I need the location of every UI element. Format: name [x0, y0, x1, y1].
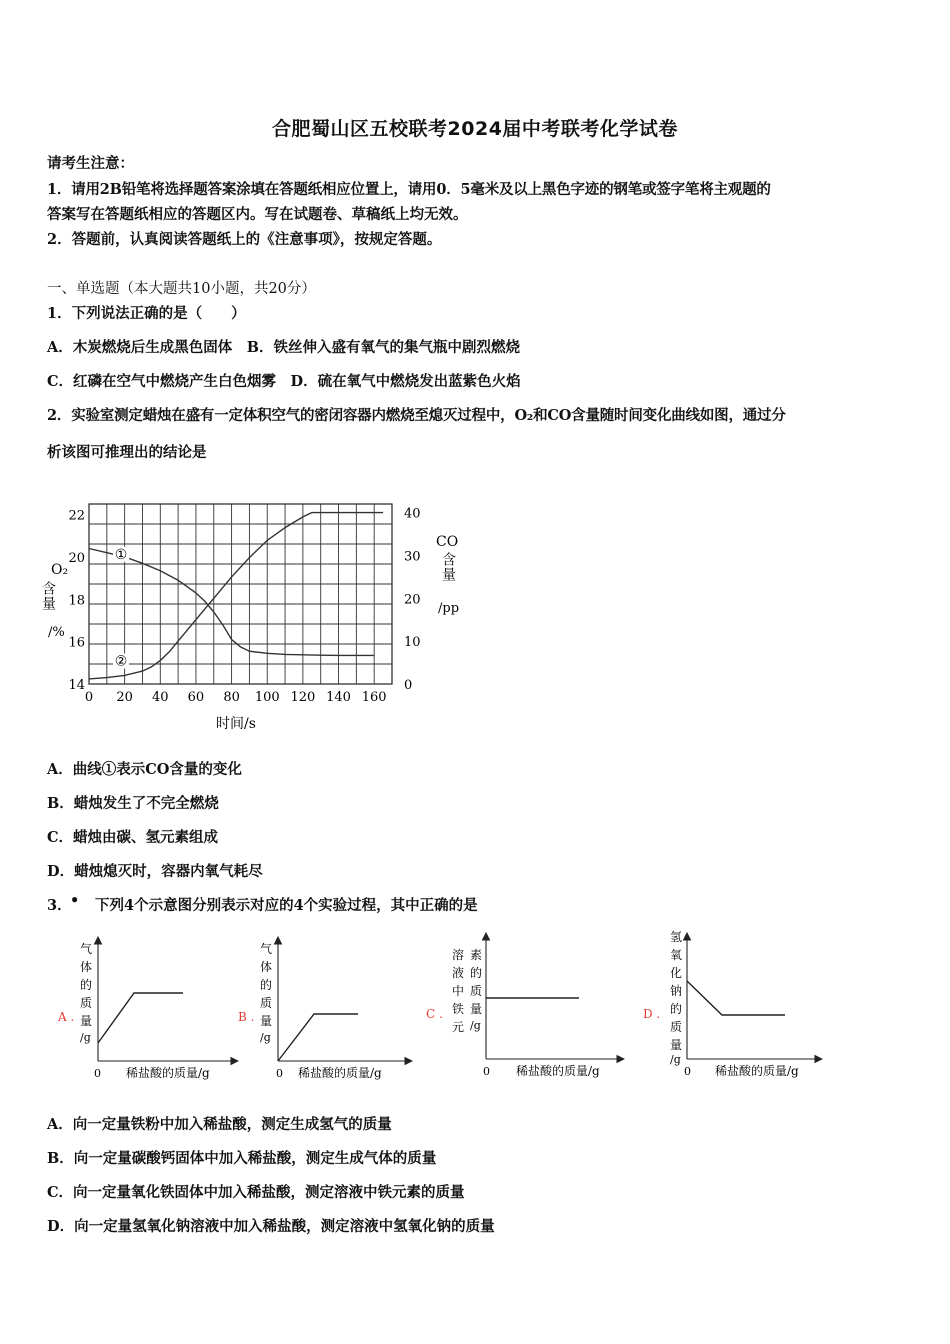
y-right-tick-label: 10: [404, 635, 421, 651]
q3-stem: 下列4个示意图分别表示对应的4个实验过程，其中正确的是: [95, 897, 478, 914]
graph-d-curve: [687, 981, 785, 1015]
graph-c-xlabel: 稀盐酸的质量/g: [516, 1064, 600, 1078]
x-tick-label: 60: [187, 690, 205, 705]
graph-d: [643, 930, 822, 1078]
svg-text:体: 体: [260, 960, 273, 974]
svg-text:的: 的: [80, 978, 93, 992]
notice-heading: 请考生注意：: [47, 155, 134, 172]
svg-text:/g: /g: [80, 1031, 91, 1044]
q3-number: 3．: [47, 897, 72, 914]
y-left-label-mid: 含量: [40, 581, 56, 611]
graph-b-ylabel: [260, 941, 272, 1044]
q3-option-b: B．向一定量碳酸钙固体中加入稀盐酸，测定生成气体的质量: [47, 1150, 437, 1167]
graph-b-zero: 0: [276, 1067, 283, 1080]
x-tick-label: 100: [254, 690, 280, 705]
plot-frame: [89, 504, 392, 684]
svg-text:溶: 溶: [452, 948, 465, 962]
graph-c-zero: 0: [483, 1065, 490, 1078]
q3-option-d: D．向一定量氢氧化钠溶液中加入稀盐酸，测定溶液中氢氧化钠的质量: [47, 1218, 495, 1235]
graph-d-letter: D .: [643, 1007, 661, 1021]
graph-d-ylabel: [670, 930, 682, 1066]
y-left-tick-label: 22: [68, 508, 85, 524]
svg-text:气: 气: [260, 942, 273, 956]
y-right-tick-label: 30: [404, 549, 421, 565]
graph-d-xlabel: 稀盐酸的质量/g: [715, 1064, 799, 1078]
x-tick-label: 80: [223, 690, 240, 705]
svg-text:质: 质: [80, 996, 93, 1010]
graph-c: [426, 933, 624, 1078]
graph-a-ylabel: [80, 941, 92, 1044]
y-left-tick-label: 20: [68, 550, 85, 566]
y-left-tick-label: 16: [68, 635, 85, 651]
svg-text:液: 液: [452, 966, 465, 980]
graph-c-ylabel-right: [470, 947, 482, 1032]
y-right-tick-label: 0: [404, 678, 413, 693]
notice-line-2: 2．答题前，认真阅读答题纸上的《注意事项》，按规定答题。: [47, 231, 442, 248]
series-line-2: [89, 513, 383, 679]
q2-option-c: C．蜡烛由碳、氢元素组成: [47, 829, 219, 846]
graph-a: [57, 937, 238, 1080]
q2-option-a: A．曲线①表示CO含量的变化: [47, 761, 242, 778]
y-right-label-top: CO: [436, 534, 459, 550]
svg-text:/g: /g: [260, 1031, 271, 1044]
svg-text:的: 的: [670, 1002, 683, 1016]
svg-text:质: 质: [470, 984, 483, 998]
svg-text:氢: 氢: [670, 930, 683, 944]
q2-chart: [40, 478, 480, 738]
q1-options-ab: A．木炭燃烧后生成黑色固体 B．铁丝伸入盛有氧气的集气瓶中剧烈燃烧: [47, 339, 521, 356]
x-tick-label: 0: [84, 690, 94, 705]
graph-a-zero: 0: [94, 1067, 101, 1080]
x-axis-label: 时间/s: [216, 716, 256, 732]
svg-text:氧: 氧: [670, 948, 683, 962]
graph-b: [238, 937, 412, 1080]
graph-b-letter: B .: [238, 1010, 255, 1024]
y-left-tick-label: 14: [68, 678, 85, 693]
svg-text:质: 质: [670, 1020, 683, 1034]
x-tick-label: 120: [290, 690, 316, 705]
graph-d-zero: 0: [684, 1065, 691, 1078]
svg-text:气: 气: [80, 942, 93, 956]
graph-c-ylabel-left: [452, 947, 464, 1034]
q3-option-c: C．向一定量氧化铁固体中加入稀盐酸，测定溶液中铁元素的质量: [47, 1184, 465, 1201]
svg-text:量: 量: [470, 1002, 483, 1016]
svg-text:化: 化: [670, 966, 683, 980]
q2-option-b: B．蜡烛发生了不完全燃烧: [47, 795, 219, 812]
notice-line-1a: 1．请用2B铅笔将选择题答案涂填在答题纸相应位置上，请用0．5毫米及以上黑色字迹的钢笔或签字笔将主观题的: [47, 181, 771, 198]
y-right-tick-label: 20: [404, 592, 421, 608]
svg-text:元: 元: [452, 1020, 465, 1034]
svg-text:中: 中: [452, 984, 465, 998]
svg-text:质: 质: [260, 996, 273, 1010]
x-tick-label: 140: [326, 690, 351, 705]
chart-grid: [89, 504, 392, 684]
graph-a-letter: A .: [58, 1010, 75, 1024]
chart-series: [89, 513, 383, 679]
series-label-2: ②: [114, 653, 128, 670]
svg-text:/g: /g: [670, 1053, 681, 1066]
graph-a-curve: [98, 993, 183, 1043]
svg-text:量: 量: [260, 1014, 273, 1028]
svg-text:铁: 铁: [452, 1002, 465, 1016]
svg-text:量: 量: [670, 1038, 683, 1052]
series-label-1: ①: [114, 546, 128, 563]
y-left-label-top: O₂: [51, 562, 69, 578]
x-tick-label: 160: [361, 690, 387, 705]
x-tick-label: 40: [152, 690, 169, 705]
svg-text:体: 体: [80, 960, 93, 974]
q1-options-cd: C．红磷在空气中燃烧产生白色烟雾 D．硫在氧气中燃烧发出蓝紫色火焰: [47, 373, 521, 390]
q2-stem-b: 析该图可推理出的结论是: [47, 444, 207, 461]
page-title: 合肥蜀山区五校联考2024届中考联考化学试卷: [272, 118, 678, 140]
graph-b-curve: [278, 1014, 358, 1061]
graph-a-xlabel: 稀盐酸的质量/g: [126, 1066, 210, 1080]
section-heading: 一、单选题（本大题共10小题，共20分）: [47, 281, 316, 297]
q2-option-d: D．蜡烛熄灭时，容器内氧气耗尽: [47, 863, 263, 880]
svg-text:的: 的: [260, 978, 273, 992]
graph-b-xlabel: 稀盐酸的质量/g: [298, 1066, 382, 1080]
q3-graphs: [40, 925, 870, 1085]
y-left-tick-label: 18: [68, 593, 85, 609]
y-right-tick-label: 40: [404, 506, 421, 522]
svg-text:/g: /g: [470, 1019, 481, 1032]
y-right-label-unit: /pp: [438, 601, 460, 616]
q1-stem: 1．下列说法正确的是（ ）: [47, 305, 246, 322]
q3-bullet: •: [70, 892, 80, 909]
svg-text:素: 素: [470, 948, 483, 962]
svg-text:的: 的: [470, 966, 483, 980]
y-right-label-mid: 含量: [440, 552, 456, 582]
q3-option-a: A．向一定量铁粉中加入稀盐酸，测定生成氢气的质量: [47, 1116, 392, 1133]
svg-text:钠: 钠: [670, 984, 683, 998]
graph-c-letter: C .: [426, 1007, 443, 1021]
y-left-label-unit: /%: [48, 625, 65, 640]
notice-line-1b: 答案写在答题纸相应的答题区内。写在试题卷、草稿纸上均无效。: [47, 206, 468, 223]
svg-text:量: 量: [80, 1014, 93, 1028]
x-tick-label: 20: [116, 690, 133, 705]
q2-stem-a: 2．实验室测定蜡烛在盛有一定体积空气的密闭容器内燃烧至熄灭过程中，O₂和CO含量随时间变化曲线如图，通过分: [47, 407, 786, 424]
